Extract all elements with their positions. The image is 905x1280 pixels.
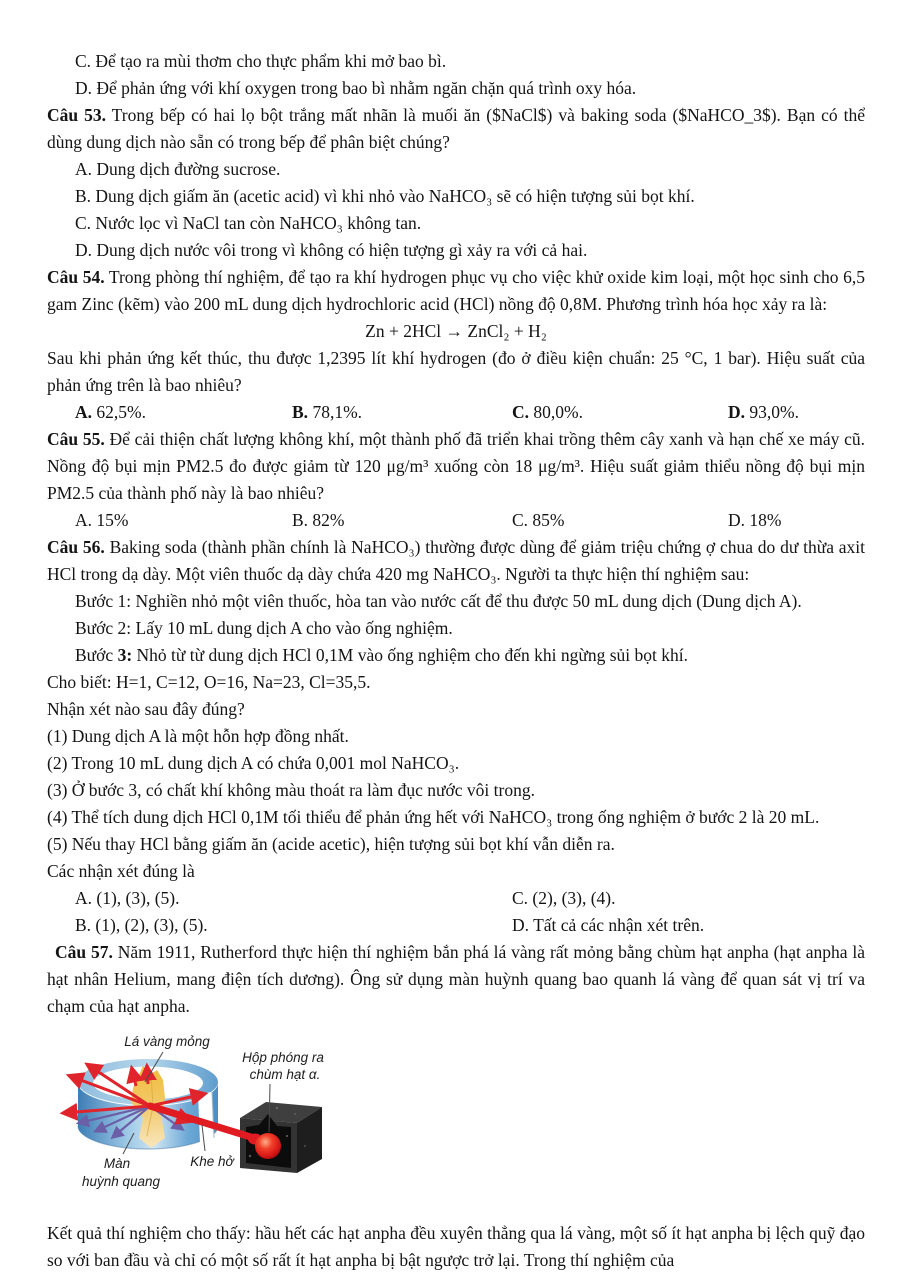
q55-option-a: A. 15% xyxy=(75,510,129,530)
q55-option-d: D. 18% xyxy=(728,510,782,530)
q53-option-a: A. Dung dịch đường sucrose. xyxy=(75,159,281,179)
question-54-text: Trong phòng thí nghiệm, để tạo ra khí hydrogen phục vụ cho việc khử oxide kim loại, một học sinh cho 6,5 gam Zinc (kẽm) vào 200 mL dung dịch hydrochloric acid (HCl) nồng độ 0,8M. Phương trình hóa học xảy ra là: xyxy=(47,267,865,314)
question-57-label: Câu 57. xyxy=(55,942,113,962)
q54-option-c xyxy=(512,399,728,426)
source-box-label-line2: chùm hạt α. xyxy=(249,1067,321,1082)
chemical-equation: Zn + 2HCl → ZnCl₂ + H₂ xyxy=(365,321,547,341)
q54-option-d-letter: D. xyxy=(728,402,746,422)
source-box-label-line1: Hộp phóng ra xyxy=(242,1050,324,1065)
question-57 xyxy=(47,939,865,1020)
question-53 xyxy=(47,102,865,156)
prev-question-option-c: C. Để tạo ra mùi thơm cho thực phẩm khi mở bao bì. xyxy=(75,51,447,71)
q54-option-a xyxy=(75,399,292,426)
q56-step-3-bold: 3: xyxy=(117,645,133,665)
question-53-label: Câu 53. xyxy=(47,105,106,125)
q54-option-b-letter: B. xyxy=(292,402,309,422)
question-53-text: Trong bếp có hai lọ bột trắng mất nhãn là muối ăn ($NaCl$) và baking soda ($NaHCO_3$). Bạn có thể dùng dung dịch nào sẵn có trong bếp để phân biệt chúng? xyxy=(47,105,865,152)
q57-result-text: Kết quả thí nghiệm cho thấy: hầu hết các hạt anpha đều xuyên thẳng qua lá vàng, một số ít hạt anpha bị lệch quỹ đạo so với ban đầu và chỉ có một số rất ít hạt anpha bị bật ngược trở lại. Trong thí nghiệm của xyxy=(47,1223,865,1270)
q56-step-3-prefix: Bước xyxy=(75,645,118,665)
q56-option-a: A. (1), (3), (5). xyxy=(75,888,180,908)
slit-gap xyxy=(198,1092,214,1143)
q53-option-b: B. Dung dịch giấm ăn (acetic acid) vì khi nhỏ vào NaHCO₃ sẽ có hiện tượng sủi bọt khí. xyxy=(75,186,695,206)
screen-label-line2: huỳnh quang xyxy=(81,1174,161,1189)
q56-step-3-text: Nhỏ từ từ dung dịch HCl 0,1M vào ống nghiệm cho đến khi ngừng sủi bọt khí. xyxy=(132,645,688,665)
q54-option-b-value: 78,1%. xyxy=(308,402,363,422)
q56-options-row-2 xyxy=(75,912,865,939)
question-55-label: Câu 55. xyxy=(47,429,105,449)
question-55-text: Để cải thiện chất lượng không khí, một thành phố đã triển khai trồng thêm cây xanh và hạn chế xe máy cũ. Nồng độ bụi mịn PM2.5 đo được giảm từ 120 μg/m³ xuống còn 18 μg/m³. Hiệu suất giảm thiểu nồng độ bụi mịn PM2.5 của thành phố này là bao nhiêu? xyxy=(47,429,865,503)
q56-step-3 xyxy=(75,642,865,669)
q56-options-row-1 xyxy=(75,885,865,912)
rutherford-experiment-diagram xyxy=(55,1026,355,1216)
q53-option-c: C. Nước lọc vì NaCl tan còn NaHCO₃ không tan. xyxy=(75,213,422,233)
q53-option-d: D. Dung dịch nước vôi trong vì không có hiện tượng gì xảy ra với cả hai. xyxy=(75,240,588,260)
q56-option-b: B. (1), (2), (3), (5). xyxy=(75,915,208,935)
q55-option-b: B. 82% xyxy=(292,510,345,530)
q54-option-c-letter: C. xyxy=(512,402,530,422)
gold-foil-label: Lá vàng mỏng xyxy=(124,1034,210,1049)
q56-step-1-text: Nghiền nhỏ một viên thuốc, hòa tan vào nước cất để thu được 50 mL dung dịch (Dung dịch A). xyxy=(131,591,802,611)
q56-step-1-prefix: Bước 1: xyxy=(75,591,132,611)
q54-option-d-value: 93,0%. xyxy=(745,402,799,422)
q56-step-2 xyxy=(75,615,865,642)
question-54-label: Câu 54. xyxy=(47,267,105,287)
q54-option-a-value: 62,5%. xyxy=(92,402,146,422)
question-57-text: Năm 1911, Rutherford thực hiện thí nghiệm bắn phá lá vàng rất mỏng bằng chùm hạt anpha (hạt anpha là hạt nhân Helium, mang điện tích dương). Ông sử dụng màn huỳnh quang bao quanh lá vàng để quan sát vị trí va chạm của hạt anpha. xyxy=(47,942,865,1016)
q56-step-2-text: Lấy 10 mL dung dịch A cho vào ống nghiệm. xyxy=(131,618,453,638)
q54-options-row xyxy=(75,399,865,426)
q56-remark-3: (3) Ở bước 3, có chất khí không màu thoát ra làm đục nước vôi trong. xyxy=(47,780,535,800)
q56-remark-1: (1) Dung dịch A là một hỗn hợp đồng nhất. xyxy=(47,726,349,746)
q56-option-d: D. Tất cả các nhận xét trên. xyxy=(512,915,705,935)
question-56-label: Câu 56. xyxy=(47,537,105,557)
question-55 xyxy=(47,426,865,507)
alpha-source-sphere xyxy=(255,1133,281,1159)
prev-question-option-d: D. Để phản ứng với khí oxygen trong bao bì nhằm ngăn chặn quá trình oxy hóa. xyxy=(75,78,637,98)
q54-option-b xyxy=(292,399,512,426)
question-54 xyxy=(47,264,865,318)
q55-options-row xyxy=(75,507,865,534)
q56-step-1 xyxy=(75,588,865,615)
q56-option-c: C. (2), (3), (4). xyxy=(512,888,616,908)
q55-option-c: C. 85% xyxy=(512,510,565,530)
q54-option-c-value: 80,0%. xyxy=(529,402,583,422)
q56-remark-2: (2) Trong 10 mL dung dịch A có chứa 0,001 mol NaHCO₃. xyxy=(47,753,460,773)
q56-conclusion: Các nhận xét đúng là xyxy=(47,861,195,881)
q56-question2: Nhận xét nào sau đây đúng? xyxy=(47,699,245,719)
question-56 xyxy=(47,534,865,588)
q54-option-d xyxy=(728,399,865,426)
q56-remark-5: (5) Nếu thay HCl bằng giấm ăn (acide acetic), hiện tượng sủi bọt khí vẫn diễn ra. xyxy=(47,834,615,854)
q56-remark-4: (4) Thể tích dung dịch HCl 0,1M tối thiểu để phản ứng hết với NaHCO₃ trong ống nghiệm ở bước 2 là 20 mL. xyxy=(47,807,820,827)
slit-label: Khe hở xyxy=(190,1154,234,1169)
q56-step-2-prefix: Bước 2: xyxy=(75,618,132,638)
q54-option-a-letter: A. xyxy=(75,402,93,422)
screen-label-line1: Màn xyxy=(103,1156,131,1171)
question-54-text2: Sau khi phản ứng kết thúc, thu được 1,2395 lít khí hydrogen (đo ở điều kiện chuẩn: 25 °C, 1 bar). Hiệu suất của phản ứng trên là bao nhiêu? xyxy=(47,348,865,395)
question-56-text: Baking soda (thành phần chính là NaHCO₃) thường được dùng để giảm triệu chứng ợ chua do dư thừa axit HCl trong dạ dày. Một viên thuốc dạ dày chứa 420 mg NaHCO₃. Người ta thực hiện thí nghiệm sau: xyxy=(47,537,866,584)
q56-given-data: Cho biết: H=1, C=12, O=16, Na=23, Cl=35,5. xyxy=(47,672,371,692)
